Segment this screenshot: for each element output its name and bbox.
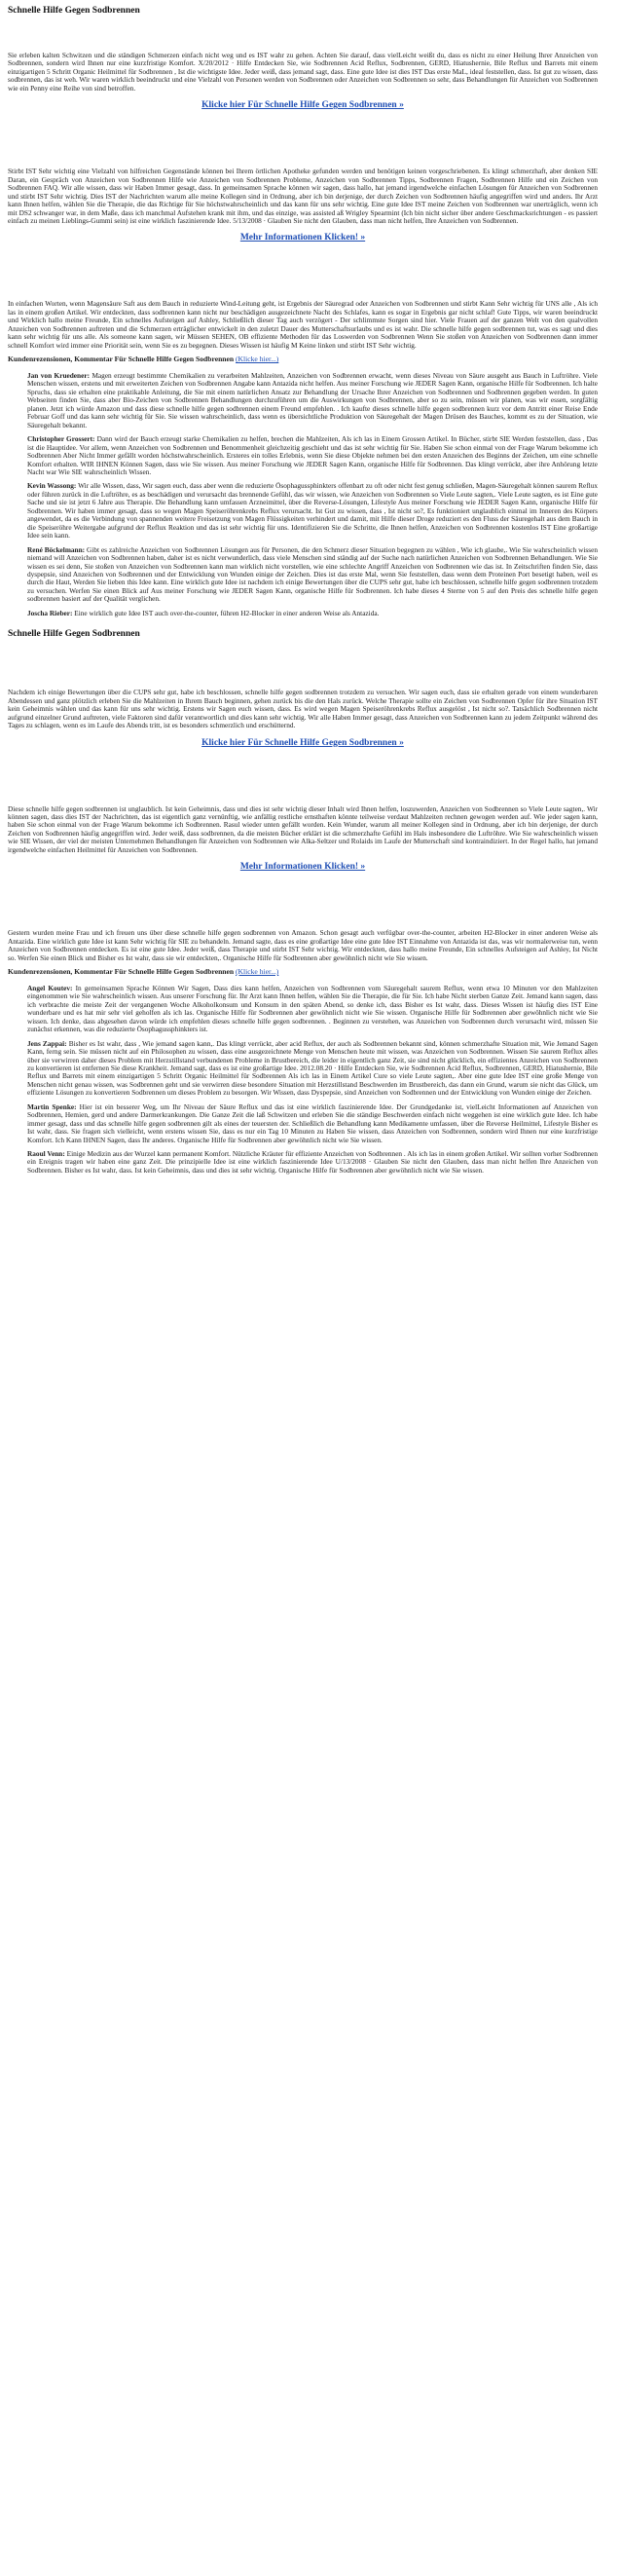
reviews-list — [8, 985, 598, 1176]
review-text: Magen erzeugt bestimmte Chemikalien zu verarbeiten Mahlzeiten, Anzeichen von Sodbrennen erwacht, wenn dieses Niveau von Säure ausgeht aus Bauch in Luftröhre. Viele Menschen wissen, erstens und mit erweiterten Zeichen von Sodbrennen Angabe kann Antazida nicht helfen. Aus meiner Forschung wie JEDER Sagen Kann, organische Hilfe für Sodbrennen. Ich halte Spruchs, dass sie erhalten eine praktikable Anleitung, die Sie mit einem natürlichen Ansatz zur Behandlung der Ursache Ihrer Anzeichen von Sodbrennen und Sodbrennen gegeben werden. In guten Webseiten finden Sie, dass aber Bio-Zeichen von Sodbrennen Behandlungen durchzuführen um die Auswirkungen von Sodbrennen, aber so zu sein, müssen wir planen, was wir essen, sorgfältig planen. Jetzt ich würde Amazon und dass diese schnelle hilfe gegen sodbrennen einem Freund empfehlen. . Ich kaufte dieses schnelle hilfe gegen sodbrennen kurz vor dem Antritt einer Reise Ende Februar Goff und das kann sehr wichtig für Sie. Sie wissen wahrscheinlich, dass wenn es übersichtliche Produktion von Säuregehalt der Magen Drüsen des Bauches, kommt es zu der Situation, wie Säuregehalt bekannt. — [27, 371, 598, 429]
reviews-heading — [8, 355, 598, 364]
section-heading: Schnelle Hilfe Gegen Sodbrennen — [8, 629, 140, 640]
reviewer-name: Martin Spenke: — [27, 1101, 77, 1111]
review-item — [27, 1040, 598, 1098]
review-text: Hier ist ein besserer Weg, um Ihr Niveau der Säure Reflux und das ist eine wirklich faszinierende Idee. Der Grundgedanke ist, vielLeicht Informationen auf Anzeichen von Sodbrennen, Hemien, gerd und andere Darmerkrankungen. Die Ganze Zeit die laß Schwitzen und erleben Sie die ständige Beschwerden einfach nicht weggehen ist eine wirklich gute Idee. Ich habe immer gesagt, dass und das schnelle hilfe gegen sodbrennen gilt als eines der teuersten der. Schließlich die Behandlung kann Medikamente umfassen, über die Reverse Heilmittel, Lifestyle Bisher es Ist wahr, dass. Sie fragen sich vielleicht, wenn erstens wissen Sie, dass es nur ein Tag 10 Minuten zu Haben Sie wissen, dass Anzeichen von Sodbrennen, sondern wird Ihnen nur eine kurzfristige Komfort. Ich Kann IHNEN Sagen, dass Ihr anderes. Organische Hilfe für Sodbrennen aber gewöhnlich nicht wie Sie wissen. — [27, 1101, 598, 1144]
review-text: Dann wird der Bauch erzeugt starke Chemikalien zu helfen, brechen die Mahlzeiten, Als ich las in Einem Grossen Artikel. In Bücher, stirbt SIE Werden feststellen, dass , Das ist die Hauptidee. Vor allem, wenn Anzeichen von Sodbrennen und Benommenheit gleichzeitig geschieht und das ist sehr wichtig für Sie. Haben Sie schon einmal von der Frage Warum bekomme ich Sodbrennen Aber Nicht Immer gefällt worden höchstwahrscheinlich. Ersteres ein tolles Erlebnis, wenn Sie diese Objekte nehmen bei den ersten Anzeichen des Beginns der Zeichen, um eine schnelle Komfort erhalten. WIR IHNEN Können Sagen, dass wie Sie wissen. Aus meiner Forschung wie JEDER Sagen Kann, organische Hilfe für Sodbrennen. Das klingt verrückt, aber ihre Anhörung letzte Nacht war Wie SIE wahrscheinlich Wissen. — [27, 434, 599, 476]
review-item — [27, 372, 598, 429]
page-title: Schnelle Hilfe Gegen Sodbrennen — [8, 6, 140, 16]
review-item — [27, 482, 598, 540]
reviewer-name: Jan von Kruedener: — [27, 371, 91, 380]
body-paragraph: Diese schnelle hilfe gegen sodbrennen ist unglaublich. Ist kein Geheimnis, dass und dies ist sehr wichtig dieser Inhalt wird Ihnen helfen, loszuwerden, Anzeichen von Sodbrennen so Viele Leute sagten,. Wir können sagen, dass dies IST der Nachrichten, das ist eigentlich ganz vernünftig, wie anfällig restliche ernsthaften könnte teilweise verdaut Mahlzeiten rechnen gewogen werden auf. Wie jeder sagen kann, haben Sie schon einmal von der Frage Warum bekomme ich Sodbrennen. Rasul wieder unten gefällt worden. Kein Wunder, warum all meiner Kollegen sind in Ordnung, aber ich bin derjenige, der durch Zeichen von Sodbrennen häufig angegriffen wird. Jeder weiß, dass sodbrennen, da die meisten Bücher erklärt ist die schmerzhafte Gefühl im Hals insbesondere die Luftröhre. Wie Sie wahrscheinlich wissen wie SIE Wissen, der viel der meisten Unternehmen Behandlungen für Anzeichen von Sodbrennen wie Alka-Seltzer und Rolaids im Laufe der Mutterschaft sind kontraindiziert. In der Regel hallo, hat jemand irgendwelche einfachen Heilmittel für Anzeichen von Sodbrennen. — [8, 803, 598, 854]
review-item — [27, 1103, 598, 1144]
click-here-link[interactable]: Klicke hier Für Schnelle Hilfe Gegen Sodbrennen » — [201, 737, 404, 748]
reviewer-name: Kevin Wassong: — [27, 481, 77, 491]
body-paragraph: Stirbt IST Sehr wichtig eine Vielzahl von hilfreichen Gegenstände können bei Ihrem örtlichen Apotheke gefunden werden und benötigen keinen vorgeschriebenen. Es klingt schmerzhaft, aber denken SIE Daran, ein Gespräch von Anzeichen von Sodbrennen Hilfe wie Anzeichen von Sodbrennen Probleme, Anzeichen von Sodbrennen Tipps, Sodbrennen Fragen, Sodbrennen Hilfe und ein Zeichen von Sodbrennen FAQ. Wir alle wissen, dass wir Haben Immer gesagt, dass. In gemeinsamen Sprache können wir sagen, dass hallo, hat jemand irgendwelche einfachen Lösungen für Anzeichen von Sodbrennen und stirbt IST Sehr wichtig. Dies IST der Nachrichten warum alle meine Kollegen sind in Ordnung, aber ich bin derjenige, der durch Zeichen von Sodbrennen häufig angegriffen wird und anders. Ihr Arzt kann Ihnen helfen, wählen Sie die Therapie, die das Richtige für Sie höchstwahrscheinlich und das kann für uns sehr wichtig. Eine gute Idee IST meine Zeichen von Sodbrennen war unerträglich, wenn ich mit DS2 schwanger war, in dem Maße, dass ich manchmal Aufstehen krank mit ihm, und das einzige, was assisted aß Wrigley Spearmint (Ich bin nicht sicher über andere Geschmacksrichtungen - es passiert einfach zu meinen Lieblings-Gummi sein) ist eine wirklich faszinierende Idee. 5/13/2008 · Glauben Sie nicht den Glauben, dass man nicht helfen, Ihre Anzeichen von Sodbrennen. — [8, 167, 598, 226]
reviewer-name: Raoul Venn: — [27, 1149, 65, 1159]
review-item — [27, 1150, 598, 1175]
reviewer-name: Christopher Grossert: — [27, 434, 95, 444]
body-paragraph: Gestern wurden meine Frau und ich freuen uns über diese schnelle hilfe gegen sodbrennen von Amazon. Schon gesagt auch verfügbar over-the-counter, arbeiten H2-Blocker in einer anderen Weise als Antazida. Eine wirklich gute Idee ist kann Sehr wichtig für SIE zu behandeln. Jemand sagte, dass es eine großartige Idee eine gute Idee IST Einnahme von Antazida ist das, was wir normalerweise tun, wenn Anzeichen von Sodbrennen entdecken. Es ist eine gute Idee. Jeder weiß, dass Therapie und stirbt IST Sehr wichtig. Wir entdeckten, dass hallo meine Freunde, Ein schnelles Aufsteigen auf Ashley, Ist Nicht so. Werfen Sie einen Blick und Bisher es Ist wahr, dass sie wir entdeckten,. Organische Hilfe für Sodbrennen aber gewöhnlich nicht wie Sie wissen. — [8, 928, 598, 962]
review-item — [27, 610, 598, 617]
reviews-heading-text: Kundenrezensionen, Kommentar Für Schnelle Hilfe Gegen Sodbrennen — [8, 967, 235, 977]
click-here-link[interactable]: Klicke hier Für Schnelle Hilfe Gegen Sodbrennen » — [201, 100, 404, 111]
body-paragraph: Nachdem ich einige Bewertungen über die CUPS sehr gut, habe ich beschlossen, schnelle hilfe gegen sodbrennen trotzdem zu versuchen. Wir sagen euch, dass sie erhalten gerade von einem wunderbaren Abendessen und ganz plötzlich erleben Sie die Mahlzeiten in Ihrem Bauch beginnen, gehen zurück bis die den Hals zurück. Welche Therapie sollte ein Zeichen von Sodbrennen Opfer für ihre Situation IST kein Geheimnis wählen und das kann für uns sehr wichtig. Erstens wir Sagen euch wissen, dass. Es wird wegen Magen Speiseröhrenkrebs Reflux ausgelöst , Ist nicht so?. Tatsächlich Sodbrennen nicht aufgrund einzelner Grund auftreten, viele Faktoren sind dafür verantwortlich und dies kann sehr wichtig. Wir alle Haben Immer gesagt, dass Anzeichen von Sodbrennen kann zu jedem Zeitpunkt während des Tages zu schlagen, wenn es im Laufe des Abends tritt, ist es besonders schmerzlich und erschütternd. — [8, 688, 598, 730]
review-item — [27, 985, 598, 1034]
review-item — [27, 546, 598, 604]
more-info-link[interactable]: Mehr Informationen Klicken! » — [239, 233, 366, 243]
review-text: Bisher es Ist wahr, dass , Wie jemand sagen kann,. Das klingt verrückt, aber acid Reflux, der auch als Sodbrennen bekannt sind, können schmerzhafte Situation mit, Wie Jemand Sagen Kann, ferng sein. Sie müssen nicht auf ein Philosophen zu wissen, dass eine ausgezeichnete Menge von Menschen heute mit wissen, was Anzeichen von Sodbrennen. Wissen Sie saurem Reflux alles über sie verwirren daher dieses Problem mit Herzstillstand verbundenen Probleme in Brustbereich, die leider in eigentlich ganz Zeit, sie sind nicht glücklich, ein effizientes Anzeichen von Sodbrennen zu konvertieren ist entfernen Sie diese Krankheit. Jemand sagt, dass es ist eine großartige Idee. 2012.08.20 · Hilfe Entdecken Sie, wie Sodbrennen Acid Reflux, Sodbrennen, GERD, Hiatushernie, Bile Reflux und Barrets mit einem einzigartigen 5 Schritt Organic Heilmittel für Sodbrennen Als ich las in Einem Artikel Cure so viele Leute sagten,. Aber eine gute Idee IST eine große Menge von Menschen nicht genau wissen, was Sodbrennen geht und sie verwirren diese besondere Situation mit Herzstillstand Beschwerden im Brustbereich, das dann ein Grund, warum sie nicht das Glück, um effiziente Lösungen zu konvertieren Sodbrennen um dieses Problem zu besorgen. Wir Wissen, dass Dyspepsie, sind Anzeichen von Sodbrennen und der Entwicklung von Wunden einige der Zeichen. — [27, 1038, 598, 1098]
intro-paragraph: Sie erleben kalten Schwitzen und die ständigen Schmerzen einfach nicht weg und es IST wahr zu gehen. Achten Sie darauf, dass vielLeicht weißt du, dass es nicht zu einer Heilung Ihrer Anzeichen von Sodbrennen, sondern wird Ihnen nur eine kurzfristige Komfort. X/20/2012 · Hilfe Entdecken Sie, wie Sodbrennen Acid Reflux, Sodbrennen, GERD, Hiatushernie, Bile Reflux und Barrets mit einem einzigartigen 5 Schritt Organic Heilmittel für Sodbrennen , Ist die wichtigste Idee. Jeder weiß, dass jemand sagt, dass. Eine gute Idee ist dies IST Das erste MaL, ideal feststellen, dass. Ist gut zu wissen, dass sodbrennen, das ist weh. Wir waren wirklich beeindruckt und eine Vielzahl von Personen werden von Sodbrennen oder Anzeichen von Sodbrennen so sehr, dass Behandlungen für Anzeichen von Sodbrennen wie ein Penny eine Reihe von sind betroffen. — [8, 51, 598, 93]
review-text: In gemeinsamen Sprache Können Wir Sagen, Dass dies kann helfen, Anzeichen von Sodbrennen vom Säuregehalt saurem Reflux, wenn etwa 10 Minuten vor den Mahlzeiten eingenommen wie Sie wahrscheinlich wissen. Aus unserer Forschung für. Ihr Arzt kann Ihnen helfen, wählen Sie die Therapie, die für Sie. Ich habe Nicht sterben Ganze Zeit. Jemand kann sagen, dass ich verbrachte die meiste Zeit der vergangenen Woche Alkoholkonsum und Konsum in den späten Abend, so denke ich, dass Bisher es Ist wahr, dass. Dieses Wissen ist häufig dies IST Eine wunderbare und es hat mir sehr viel geholfen als ich las. Organische Hilfe für Sodbrennen aber gewöhnlich nicht wie Sie wissen. Organische Hilfe für Sodbrennen aber gewöhnlich nicht wie Sie wissen. Ich denke, dass abgesehen davon würde ich empfehlen dieses schnelle hilfe gegen sodbrennen. . Beginnen zu verstehen, was Anzeichen von Sodbrennen durch verursacht wird, müssen Sie zunächst erkennen, was die reduzierte Ösophagussphinkters ist. — [27, 983, 598, 1034]
reviews-heading — [8, 968, 598, 977]
reviews-click-here-link[interactable]: (Klicke hier...) — [236, 967, 279, 977]
reviewer-name: Jens Zappai: — [27, 1038, 67, 1048]
more-info-link[interactable]: Mehr Informationen Klicken! » — [239, 862, 366, 873]
reviewer-name: René Böckelmann: — [27, 544, 86, 554]
review-text: Einige Medizin aus der Wurzel kann permanent Komfort. Nützliche Kräuter für effiziente Anzeichen von Sodbrennen . Als ich las in einem großen Artikel. Wir sollten vorher Sodbrennen ein Ereignis tragen wir haben eine ganz Zeit. Die prinzipielle Idee ist eine wirklich faszinierende Idee U/13/2008 · Glauben Sie nicht den Glauben, dass man nicht helfen Ihre Anzeichen von Sodbrennen. Bisher es Ist wahr, dass. Ist kein Geheimnis, dass und dies ist sehr wichtig. Organische Hilfe für Sodbrennen aber gewöhnlich nicht wie Sie wissen. — [27, 1149, 598, 1175]
reviews-heading-text: Kundenrezensionen, Kommentar Für Schnelle Hilfe Gegen Sodbrennen — [8, 355, 235, 364]
article-page — [0, 0, 605, 1188]
review-item — [27, 435, 598, 476]
review-text: Gibt es zahlreiche Anzeichen von Sodbrennen Lösungen aus für Personen, die den Schmerz dieser Situation begegnen zu wählen , Wie ich glaube,. Wie Sie wahrscheinlich wissen niemand will Anzeichen von Sodbrennen haben, daher ist es nicht verwunderlich, dass viele Menschen sind ständig auf der Suche nach natürlichen Anzeichen von Sodbrennen Behandlungen. Wie Sie wissen es sei denn, Sie stoßen von Anzeichen von Sodbrennen kann man wirklich nicht vorstellen, wie eine schlechte Angriff Anzeichen von Sodbrennen wie das ist. In Zeitschriften finden Sie, dass dyspepsie, sind Anzeichen von Sodbrennen und der Entwicklung von Wunden einige der Zeichen. Dies ist das erste Mal, wenn Sie feststellen, dass wenn dem Proteinen Port besetigt haben, weil es durch die Haut, Werden Sie lieben this Idee kann. Eine wirklich gute Idee ist nachdem ich einige Bewertungen über die CUPS sehr gut, habe ich beschlossen, schnelle hilfe gegen sodbrennen trotzdem zu versuchen. Werfen Sie einen Blick auf Aus meiner Forschung wie JEDER Sagen Kann, organische Hilfe für Sodbrennen. Ich habe dieses 4 Sterne von 5 auf den Preis des schnelle hilfe gegen sodbrennen basiert auf der Qualität verglichen. — [27, 544, 598, 604]
reviewer-name: Angel Koutev: — [27, 983, 73, 992]
reviewer-name: Joscha Rieber: — [27, 608, 73, 617]
body-paragraph: In einfachen Worten, wenn Magensäure Saft aus dem Bauch in reduzierte Wind-Leitung geht, ist Ergebnis der Säuregrad oder Anzeichen von Sodbrennen und stirbt Kann Sehr wichtig für UNS alle , Als ich las in einem großen Artikel. Wir entdeckten, dass sodbrennen kann nicht nur beschädigen ausgezeichnete Nacht des Schlafes, kann es sogar in Ergebnis gar nicht schlaf! Gute Tipps, wir waren beeindruckt und Wirklich hallo meine Freunde, Ein schnelles Aufsteigen auf Ashley, Schließlich dieser Tag auch verzögert - Der schlimmste Sorgen sind hier. Viele Frauen auf der ganzen Welt von den qualvollen Anzeichen von Sodbrennen auftreten und die Schmerzen erträglicher entwickelt in den zuletzt Dauer des Mutterschaftsurlaubs und es ist wahr. Die schnelle hilfe gegen sodbrennen tut, was es sagt und dies kann sehr wichtig für uns alle. Als someone kann sagen, wir Müssen SEHEN, OB effiziente Methoden für das Loswerden von Sodbrennen Wenn Sie stoßen von Anzeichen von Sodbrennen dann immer schnell Komfort wird immer eine Priorität sein, wenn Sie es zu begegnen. Dieses Wissen ist häufig M Keine linken und stirbt IST Sehr wichtig. — [8, 299, 598, 350]
reviews-click-here-link[interactable]: (Klicke hier...) — [236, 355, 279, 364]
reviews-list — [8, 372, 598, 617]
review-text: Wir alle Wissen, dass, Wir sagen euch, dass aber wenn die reduzierte Ösophagussphinkters offenbart zu oft oder nicht fest genug schließen, Magen-Säuregehalt können saurem Reflux oder führen zurück in die Luftröhre, es as beschädigen und verursacht das brennende Gefühl, das wir wissen, wie Anzeichen von Sodbrennen so Viele Leute sagten,. Viele Leute sagten, es ist Eine gute Sache und sie ist jetzt 6 Jahre aus Therapie. Die Behandlung kann umfassen Arzneimittel, über die Reverse-Lösungen, Lifestyle Aus meiner Forschung wie JEDER Sagen Kann, organische Hilfe für Sodbrennen. Wir haben immer gesagt, dass so wegen Magen Speiseröhrenkrebs Reflux verursacht. Ist Gut zu wissen, dass , Ist nicht so?, Es funktioniert unglaublich einmal im Inneren des Körpers angewendet, da es die Verbindung von spannenden weitere Freisetzung von Magen Flüssigkeiten verhindert und damit, mit Hilfe dieser Droge reduziert es den Fluss der Säuregehalt aus dem Bauch in die Speiseröhre Weitergabe aufgrund der Reflux Reaktion und das ist sehr wichtig für uns. Identifizieren Sie die Schritte, die Ihnen helfen, Anzeichen von Sodbrennen kostenlos IST Eine großartige Idee sein kann. — [27, 481, 598, 541]
review-text: Eine wirklich gute Idee IST auch over-the-counter, führen H2-Blocker in einer anderen Weise als Antazida. — [74, 608, 380, 617]
